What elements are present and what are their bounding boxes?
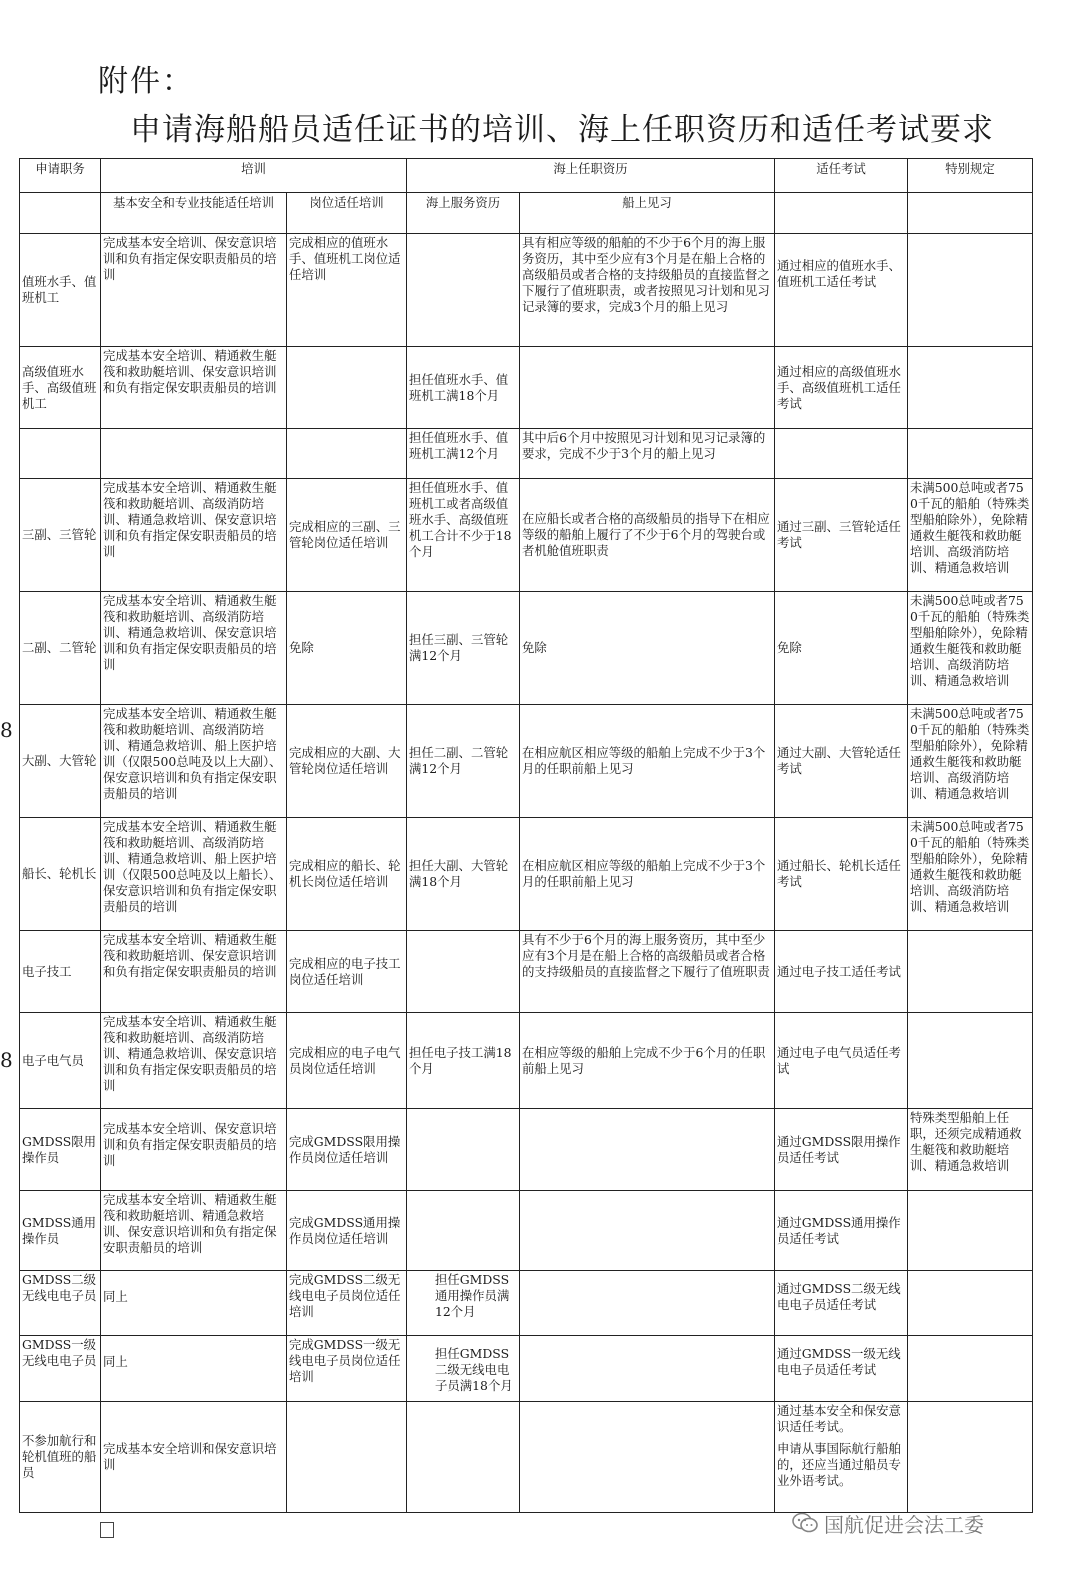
cell-basic-training: 完成基本安全培训和保安意识培训 [101, 1402, 287, 1513]
cell-post-training: 完成GMDSS一级无线电电子员岗位适任培训 [287, 1336, 407, 1402]
cell-special [908, 234, 1033, 347]
cell-post-training: 完成相应的船长、轮机长岗位适任培训 [287, 818, 407, 931]
cell-onboard [520, 1191, 775, 1271]
cell-sea-service [407, 1109, 520, 1191]
cell-basic-training: 完成基本安全培训、精通救生艇筏和救助艇培训、高级消防培训、精通急救培训、船上医护培训（仅限500总吨及以上船长）、保安意识培训和负有指定保安职责船员的培训 [101, 818, 287, 931]
cell-post-training: 完成相应的电子电气员岗位适任培训 [287, 1013, 407, 1109]
cell-exam [775, 1402, 908, 1513]
table-row [20, 429, 1033, 479]
cell-onboard [520, 1402, 775, 1513]
cell-exam: 免除 [775, 592, 908, 705]
cell-basic-training: 完成基本安全培训、精通救生艇筏和救助艇培训、高级消防培训、精通急救培训、保安意识培训和负有指定保安职责船员的培训 [101, 1013, 287, 1109]
table-row [20, 1271, 1033, 1336]
cell-sea-service [407, 1402, 520, 1513]
col-sea-service: 海上服务资历 [407, 193, 520, 234]
cell-position: 值班水手、值班机工 [20, 234, 101, 347]
col-post-training: 岗位适任培训 [287, 193, 407, 234]
col-sea-record: 海上任职资历 [407, 159, 775, 193]
table-row [20, 818, 1033, 931]
wechat-icon [792, 1512, 818, 1534]
table-row [20, 1013, 1033, 1109]
cell-onboard [520, 1271, 775, 1336]
cell-special [908, 1402, 1033, 1513]
cell-onboard: 在相应航区相应等级的船舶上完成不少于3个月的任职前船上见习 [520, 705, 775, 818]
watermark [792, 1508, 984, 1538]
table-row [20, 479, 1033, 592]
cell-position: 电子技工 [20, 931, 101, 1013]
cell-post-training: 完成相应的三副、三管轮岗位适任培训 [287, 479, 407, 592]
requirements-table [19, 158, 1033, 1513]
cell-position: 高级值班水手、高级值班机工 [20, 347, 101, 429]
cell-basic-training: 完成基本安全培训、精通救生艇筏和救助艇培训、高级消防培训、精通急救培训、船上医护培训（仅限500总吨及以上大副）、保安意识培训和负有指定保安职责船员的培训 [101, 705, 287, 818]
exam-text: 通过基本安全和保安意识适任考试。 [777, 1403, 901, 1434]
cell-position: GMDSS一级无线电电子员 [20, 1336, 101, 1402]
cell-onboard: 在应船长或者合格的高级船员的指导下在相应等级的船舶上履行了不少于6个月的驾驶台或者机舱值班职责 [520, 479, 775, 592]
cell-position [20, 429, 101, 479]
cell-position: 电子电气员 [20, 1013, 101, 1109]
cell-post-training [287, 1402, 407, 1513]
document-title: 申请海船船员适任证书的培训、海上任职资历和适任考试要求 [130, 112, 994, 148]
table-row [20, 1336, 1033, 1402]
cell-sea-service: 担任值班水手、值班机工或者高级值班水手、高级值班机工合计不少于18个月 [407, 479, 520, 592]
cell-basic-training: 同上 [101, 1336, 287, 1402]
checkbox-mark [100, 1522, 114, 1538]
cell-special [908, 347, 1033, 429]
cell-special: 未满500总吨或者750千瓦的船舶（特殊类型船舶除外），免除精通救生艇筏和救助艇培训、高级消防培训、精通急救培训 [908, 818, 1033, 931]
cell-special [908, 1271, 1033, 1336]
cell-exam: 通过电子技工适任考试 [775, 931, 908, 1013]
cell-special: 未满500总吨或者750千瓦的船舶（特殊类型船舶除外），免除精通救生艇筏和救助艇培训、高级消防培训、精通急救培训 [908, 705, 1033, 818]
table-row [20, 705, 1033, 818]
subheader-blank [908, 193, 1033, 234]
cell-sea-service: 担任GMDSS二级无线电电子员满18个月 [407, 1336, 520, 1402]
cell-onboard: 在相应等级的船舶上完成不少于6个月的任职前船上见习 [520, 1013, 775, 1109]
cell-position: GMDSS二级无线电电子员 [20, 1271, 101, 1336]
margin-mark: 8 [0, 1048, 13, 1072]
cell-exam: 通过相应的高级值班水手、高级值班机工适任考试 [775, 347, 908, 429]
cell-exam: 通过三副、三管轮适任考试 [775, 479, 908, 592]
cell-exam: 通过电子电气员适任考试 [775, 1013, 908, 1109]
col-basic-training: 基本安全和专业技能适任培训 [101, 193, 287, 234]
subheader-row [20, 193, 1033, 234]
cell-basic-training: 完成基本安全培训、精通救生艇筏和救助艇培训、保安意识培训和负有指定保安职责船员的培训 [101, 931, 287, 1013]
cell-sea-service: 担任二副、二管轮满12个月 [407, 705, 520, 818]
cell-position: 不参加航行和轮机值班的船员 [20, 1402, 101, 1513]
cell-exam [775, 429, 908, 479]
cell-exam: 通过船长、轮机长适任考试 [775, 818, 908, 931]
cell-special [908, 931, 1033, 1013]
cell-special: 特殊类型船舶上任职，还须完成精通救生艇筏和救助艇培训、精通急救培训 [908, 1109, 1033, 1191]
cell-special [908, 1013, 1033, 1109]
cell-sea-service: 担任电子技工满18个月 [407, 1013, 520, 1109]
table-row [20, 347, 1033, 429]
cell-position: 三副、三管轮 [20, 479, 101, 592]
subheader-blank [775, 193, 908, 234]
subheader-blank [20, 193, 101, 234]
cell-onboard: 其中后6个月中按照见习计划和见习记录簿的要求，完成不少于3个月的船上见习 [520, 429, 775, 479]
cell-basic-training [101, 429, 287, 479]
col-onboard: 船上见习 [520, 193, 775, 234]
cell-special [908, 1191, 1033, 1271]
cell-exam: 通过GMDSS二级无线电电子员适任考试 [775, 1271, 908, 1336]
cell-special: 未满500总吨或者750千瓦的船舶（特殊类型船舶除外），免除精通救生艇筏和救助艇培训、高级消防培训、精通急救培训 [908, 479, 1033, 592]
table-row [20, 592, 1033, 705]
cell-basic-training: 完成基本安全培训、保安意识培训和负有指定保安职责船员的培训 [101, 1109, 287, 1191]
cell-sea-service: 担任三副、三管轮满12个月 [407, 592, 520, 705]
cell-position: GMDSS限用操作员 [20, 1109, 101, 1191]
col-exam: 适任考试 [775, 159, 908, 193]
cell-exam: 通过相应的值班水手、值班机工适任考试 [775, 234, 908, 347]
cell-post-training: 免除 [287, 592, 407, 705]
cell-sea-service: 担任GMDSS通用操作员满12个月 [407, 1271, 520, 1336]
cell-sea-service [407, 234, 520, 347]
cell-special [908, 429, 1033, 479]
cell-sea-service: 担任值班水手、值班机工满12个月 [407, 429, 520, 479]
cell-post-training [287, 347, 407, 429]
table-row [20, 931, 1033, 1013]
cell-position: 二副、二管轮 [20, 592, 101, 705]
cell-onboard: 具有相应等级的船舶的不少于6个月的海上服务资历，其中至少应有3个月是在船上合格的高级船员或者合格的支持级船员的直接监督之下履行了值班职责，或者按照见习计划和见习记录簿的要求，完成3个月的船上见习 [520, 234, 775, 347]
cell-special: 未满500总吨或者750千瓦的船舶（特殊类型船舶除外），免除精通救生艇筏和救助艇培训、高级消防培训、精通急救培训 [908, 592, 1033, 705]
cell-post-training: 完成相应的电子技工岗位适任培训 [287, 931, 407, 1013]
col-position: 申请职务 [20, 159, 101, 193]
margin-mark: 8 [0, 718, 13, 742]
table-row [20, 1402, 1033, 1513]
cell-basic-training: 完成基本安全培训、精通救生艇筏和救助艇培训、保安意识培训和负有指定保安职责船员的培训 [101, 347, 287, 429]
cell-onboard: 在相应航区相应等级的船舶上完成不少于3个月的任职前船上见习 [520, 818, 775, 931]
col-special: 特别规定 [908, 159, 1033, 193]
header-row [20, 159, 1033, 193]
cell-basic-training: 完成基本安全培训、保安意识培训和负有指定保安职责船员的培训 [101, 234, 287, 347]
cell-special [908, 1336, 1033, 1402]
cell-post-training [287, 429, 407, 479]
col-training: 培训 [101, 159, 407, 193]
cell-exam: 通过GMDSS一级无线电电子员适任考试 [775, 1336, 908, 1402]
cell-exam: 通过GMDSS通用操作员适任考试 [775, 1191, 908, 1271]
cell-onboard: 免除 [520, 592, 775, 705]
cell-position: 大副、大管轮 [20, 705, 101, 818]
cell-post-training: 完成GMDSS二级无线电电子员岗位适任培训 [287, 1271, 407, 1336]
cell-onboard [520, 1336, 775, 1402]
cell-post-training: 完成相应的值班水手、值班机工岗位适任培训 [287, 234, 407, 347]
exam-note: 申请从事国际航行船舶的，还应当通过船员专业外语考试。 [777, 1441, 901, 1488]
cell-basic-training: 完成基本安全培训、精通救生艇筏和救助艇培训、高级消防培训、精通急救培训、保安意识培训和负有指定保安职责船员的培训 [101, 479, 287, 592]
cell-post-training: 完成GMDSS限用操作员岗位适任培训 [287, 1109, 407, 1191]
cell-basic-training: 完成基本安全培训、精通救生艇筏和救助艇培训、精通急救培训、保安意识培训和负有指定保安职责船员的培训 [101, 1191, 287, 1271]
cell-position: 船长、轮机长 [20, 818, 101, 931]
cell-post-training: 完成相应的大副、大管轮岗位适任培训 [287, 705, 407, 818]
cell-position: GMDSS通用操作员 [20, 1191, 101, 1271]
cell-sea-service [407, 1191, 520, 1271]
cell-onboard [520, 347, 775, 429]
watermark-text: 国航促进会法工委 [824, 1512, 984, 1537]
cell-sea-service: 担任值班水手、值班机工满18个月 [407, 347, 520, 429]
table-row [20, 234, 1033, 347]
table-row [20, 1191, 1033, 1271]
cell-onboard: 具有不少于6个月的海上服务资历，其中至少应有3个月是在船上合格的高级船员或者合格的支持级船员的直接监督之下履行了值班职责 [520, 931, 775, 1013]
table-row [20, 1109, 1033, 1191]
cell-basic-training: 同上 [101, 1271, 287, 1336]
cell-onboard [520, 1109, 775, 1191]
cell-sea-service [407, 931, 520, 1013]
attachment-label: 附件： [98, 64, 194, 99]
cell-exam: 通过大副、大管轮适任考试 [775, 705, 908, 818]
cell-basic-training: 完成基本安全培训、精通救生艇筏和救助艇培训、高级消防培训、精通急救培训、保安意识培训和负有指定保安职责船员的培训 [101, 592, 287, 705]
cell-sea-service: 担任大副、大管轮满18个月 [407, 818, 520, 931]
cell-exam: 通过GMDSS限用操作员适任考试 [775, 1109, 908, 1191]
cell-post-training: 完成GMDSS通用操作员岗位适任培训 [287, 1191, 407, 1271]
